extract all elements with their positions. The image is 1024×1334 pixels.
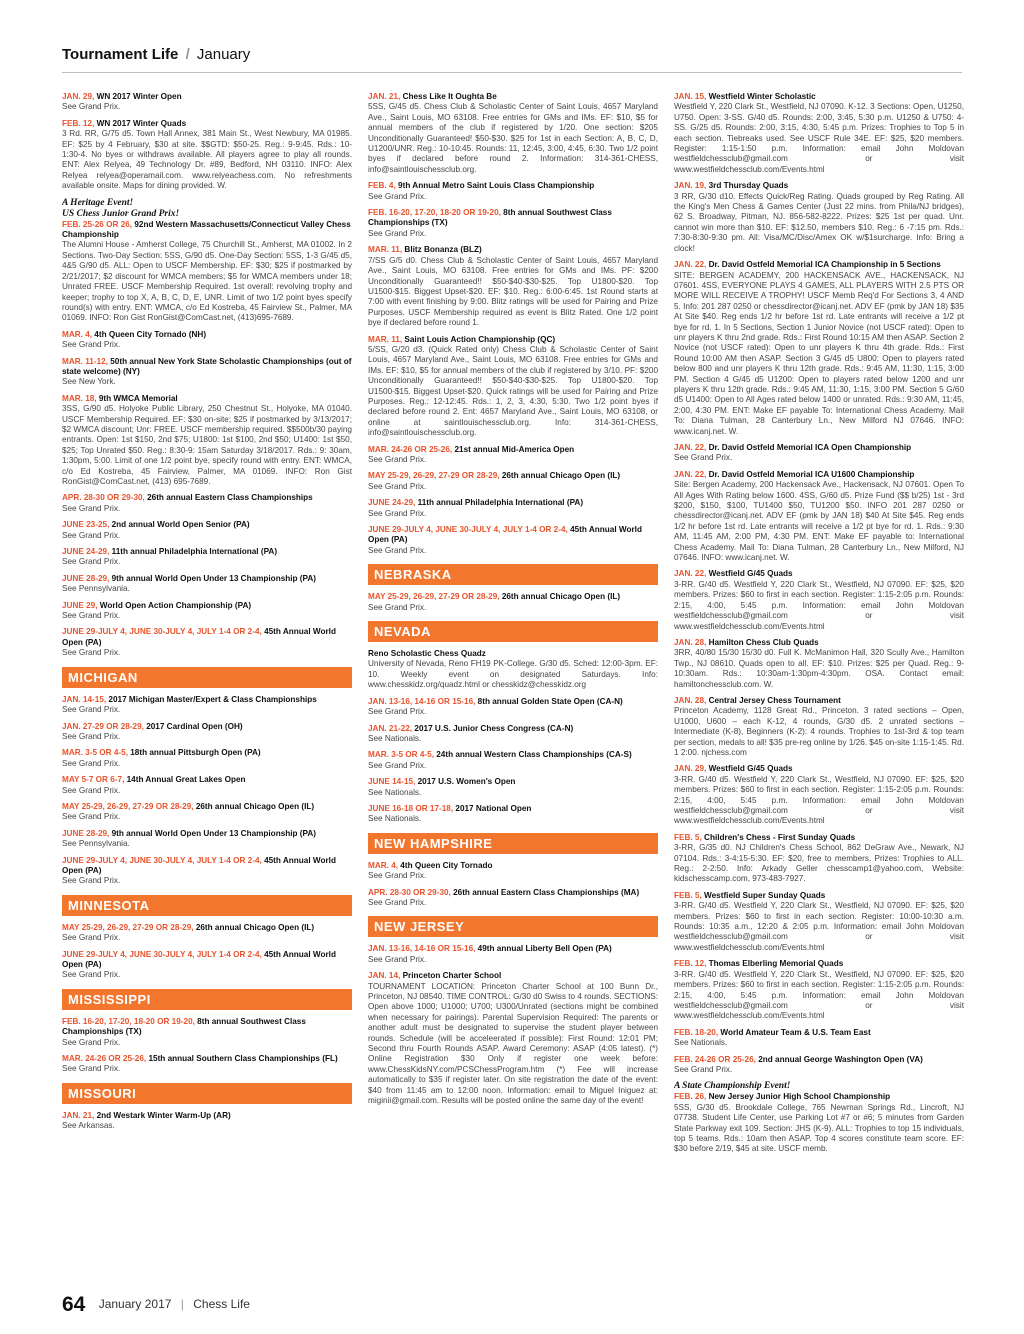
listing [368,697,658,718]
listing-date: MAY 25-29, 26-29, 27-29 OR 28-29, [62,801,194,811]
listing-title: Children's Chess - First Sunday Quads [701,832,856,842]
listing-date: JAN. 29, [62,92,95,101]
listing-date: JUNE 29-JULY 4, JUNE 30-JULY 4, JULY 1-4 OR 2-4, [62,949,262,959]
listing-date: MAR. 18, [62,393,97,403]
state-header-minnesota: MINNESOTA [62,895,352,916]
state-header-mississippi: MISSISSIPPI [62,989,352,1010]
listing-body: See Arkansas. [62,1121,115,1131]
listing-title: 26th annual Eastern Class Championships (MA) [450,887,640,897]
listing-date: MAR. 11, [368,245,403,255]
listing-title: 15th annual Southern Class Championships (FL) [146,1054,338,1064]
state-header-missouri: MISSOURI [62,1083,352,1104]
listing-title: Westfield Super Sunday Quads [701,890,826,900]
listing-title: 11th annual Philadelphia International (PA) [109,547,278,557]
listing-date: FEB. 26, [674,1092,707,1102]
listing-title: New Jersey Junior High School Championship [706,1092,891,1102]
column-1 [62,92,352,1282]
listing-date: APR. 28-30 OR 29-30, [368,887,451,897]
page-footer [62,1293,562,1317]
listing-body: Site: Bergen Academy, 200 Hackensack Ave., Hackensack, NJ 07601. Open To All Ages With Rating below 1600. 4SS, G/60 d5. Prize Fund ($$ b/25) 1st - 3rd $200, $150, $100, TU1400 $50, TU1200 $50. INFO 201 287 0250 or chessdirector@icanj.net. ADV EF (pmk by JAN 18) $40 At Site $45. Reg ends 1/2 hr before 1st rd. Late entrants will receive a 1/2 pt bye for rd. 1. Rds.: 9:30 AM, 11:45 AM, 2:00 PM, 4:30 PM. ENT: Make EF payable to: International Chess Academy. Mail To: Diana Tulman, 28 Canterbury Ln., New Milford, NJ 07646. INFO: www.icanj.net. W. [674,480,964,563]
listing [62,394,352,488]
listing-date: MAY 25-29, 26-29, 27-29 OR 28-29, [368,471,500,481]
listing-date: MAR. 11-12, [62,356,108,366]
listing-date: FEB. 5, [674,832,702,842]
listing-title: 9th WMCA Memorial [96,393,178,403]
listing [62,1054,352,1075]
state-header-michigan: MICHIGAN [62,667,352,688]
listing-body: TOURNAMENT LOCATION: Princeton Charter School at 100 Bunn Dr., Princeton, NJ 08540. TIME CONTROL: G/30 d0 Swiss to 4 rounds. SECTIONS: Open above 1000; U1000; U700; U300/Unrated (sections might be combined when necessary for pairings). Parental Supervision Required: The parents or another adult must be designated to supervise the student player between rounds. Schedule (will be acceleerated if possible): First Round: 12:01 PM; Second thru Fourth Rounds ASAP. Award Ceremony: ASAP (4:05 latest). (*) Online Registration $30 Only if register one week before: www.ChessKidsNY.com/PCSChessProgram.htm (*) Fee will increase automatically to $35 if register later. On site registration the date of the event: $40 from 11:45 am to 12:00 noon. Information: email to Miguel Iniguez at: miginii@gmail.com. Results will be posted online the same day of the event! [368,981,658,1106]
listing-body: 3-RR. G/40 d5. Westfield Y, 220 Clark St., Westfield, NJ 07090. EF: $25, $20 members. Prizes: $60 to first in each section. Register: 1:15-2:05 p.m. Rounds: 2:15, 4:00, 5:45 p.m. Information: email John Moldovan westfieldchessclub@gmail.com or visit www.westfieldchessclub.com/Events.html [674,579,964,631]
listing-body: See Nationals. [674,1038,728,1048]
listing-body: 3RR, 40/80 15/30 15/30 d0. Full K. McManimon Hall, 320 Scully Ave., Hamilton Twp., NJ 08610. Quads open to all. EF: $10. Prizes: $25 per Quad. Reg.: 9-10:30am. Rds.: 10:30am-1:30pm-4:30pm. OSA. Contact email: hamiltonchessclub.com. W. [674,648,964,689]
listing-date: MAR. 24-26 OR 25-26, [62,1054,147,1064]
listing-title: Westfield Winter Scholastic [706,92,816,101]
listing-date: JAN. 28, [674,637,707,647]
listing-body: See Grand Prix. [368,760,427,770]
listing-date: FEB. 16-20, 17-20, 18-20 OR 19-20, [62,1016,195,1026]
listing [62,1111,352,1132]
listing-date: JUNE 23-25, [62,520,110,530]
listing [368,592,658,613]
listing [368,777,658,798]
magazine-name: Chess Life [193,1297,250,1311]
listing-body: See Grand Prix. [62,102,121,112]
listing [62,856,352,887]
listing [62,748,352,769]
listing-date: JAN. 21, [62,1110,95,1120]
listing-date: JAN. 22, [674,443,707,452]
listing-title: Dr. David Ostfeld Memorial ICA Championship in 5 Sections [706,260,941,270]
listing [368,649,658,691]
listing-body: See Grand Prix. [62,1037,121,1047]
listing-date: FEB. 25-26 OR 26, [62,219,133,229]
listing [674,470,964,564]
listing-title: 21st annual Mid-America Open [452,444,575,454]
listing-body: See Grand Prix. [62,1064,121,1074]
listing-title: 24th annual Western Class Championships (CA-S) [433,750,632,760]
listing-body: 5/SS, G/20 d3. (Quick Rated only) Chess Club & Scholastic Center of Saint Louis, 4657 Maryland Ave., Saint Louis, MO 63108. Free entries for GMs and IMs. EF: $10, $5 for annual members of the club if registered by 3/10. PF: $200 Unconditionally Guaranteed!! $50-$40-$30-$25. Top U1800-$20. Top U1500-$15. Biggest Upset-$20. Quick ratings will be used for Pairing and Prize Purposes. Reg.: 12-12:45. Rds.: 1, 2, 3, 4:30, 5:30. Two 1/2 point byes if declared before round 2. Ent: 4657 Maryland Ave., Saint Louis, MO 63108, or online at saintlouischessclub.org. Info: 314-361-CHESS, info@saintlouischessclub.org. [368,344,658,438]
listing-date: JAN. 15, [674,92,707,101]
listing-title: World Open Action Championship (PA) [97,600,252,610]
listing [674,959,964,1021]
listing [62,92,352,113]
listing-title: Thomas Elberling Memorial Quads [706,959,844,969]
listing-body: See Grand Prix. [62,933,121,943]
listing [62,950,352,981]
listing-date: FEB. 24-26 OR 25-26, [674,1054,756,1064]
listing [368,208,658,239]
listing-title: 11th annual Philadelphia International (PA) [415,498,584,508]
listing [368,445,658,466]
listing-date: JAN. 22, [674,260,707,270]
listing [62,775,352,796]
listing-body: See Grand Prix. [62,557,121,567]
listing-date: JUNE 24-29, [62,547,110,557]
listing [674,1092,964,1154]
listing [62,119,352,192]
listing-date: JAN. 21, [368,92,401,101]
listing-body: 3-RR. G/40 d5. Westfield Y, 220 Clark St., Westfield, NJ 07090. EF: $25, $20 members. Prizes: $60 to first in each section. Register: 10:00-10:30 a.m. Rounds: 10:35 a.m., 12:20 & 2:05 p.m. Information: email John Moldovan westfieldchessclub@gmail.com or visit www.westfieldchessclub.com/Events.html [674,901,964,952]
listing-title: 2017 National Open [453,803,532,813]
listing-date: JAN. 19, [674,181,707,191]
listing [368,498,658,519]
listing-body: See Grand Prix. [62,705,121,715]
listing-body: See Grand Prix. [368,481,427,491]
listing-date: FEB. 12, [674,959,707,969]
listing [674,569,964,631]
footer-separator: | [180,1297,184,1311]
listing-title: Westfield G/45 Quads [706,764,793,774]
column-3 [674,92,964,1282]
listing [62,722,352,743]
listing-date: FEB. 12, [62,118,95,128]
listing-date: JUNE 29-JULY 4, JUNE 30-JULY 4, JULY 1-4 OR 2-4, [368,525,568,535]
page-number: 64 [62,1293,86,1316]
listing-body: See Grand Prix. [368,897,427,907]
listing-date: JUNE 28-29, [62,573,110,583]
listing-body: See Grand Prix. [674,453,733,463]
listing-date: MAR. 24-26 OR 25-26, [368,444,453,454]
listing-body: 5SS, G/30 d5. Brookdale College, 765 Newman Springs Rd., Lincroft, NJ 07738. Student Life Center, use Parking Lot #7 or #6; 5 minutes from Garden State Parkway exit 109. Section: JHS (K-9). ALL: Trophies to top 15 individuals, top 5 teams. Rds.: 10am then ASAP. Top 4 scores constitute team score. EF: $30 before 2/19, $45 at site. USCF memb. [674,1102,964,1154]
listing-title: 45th Annual World Open (PA) [62,949,336,969]
listing [368,861,658,882]
listing-title: 50th annual New York State Scholastic Championships (out of state welcome) (NY) [62,356,352,376]
listing-date: MAY 25-29, 26-29, 27-29 OR 28-29, [62,922,194,932]
listing-date: JAN. 22, [674,569,707,579]
listing-body: See Nationals. [368,814,422,824]
listing-date: JAN. 28, [674,695,707,705]
listing [62,357,352,388]
listing-title: 2nd annual World Open Senior (PA) [109,520,250,530]
listing-date: MAR. 3-5 OR 4-5, [368,750,434,760]
listing-date: APR. 28-30 OR 29-30, [62,493,145,503]
listing-date: MAR. 4, [368,860,399,870]
listing-date: MAR. 11, [368,334,403,344]
listing [368,181,658,202]
grand-prix-label: US Chess Junior Grand Prix! [62,208,180,219]
listing-body: Westfield Y, 220 Clark St., Westfield, NJ 07090. K-12. 3 Sections: Open, U1250, U750. Open: 3-SS. G/40 d5. Rounds: 2:00, 3:45, 5:30 p.m. U1250 & U750: 4-SS. G/25 d5. Rounds: 2:00, 3:15, 4:30, 5:45 p.m. Prizes: Trophies to Top 5 in each section. Tiebreaks used. See USCF Rule 34E. EF: $25, $20 members. Register: 1:15-1:50 p.m. Information: email John Moldovan westfieldchessclub@gmail.com or visit www.westfieldchessclub.com/Events.html [674,102,964,174]
listing [368,888,658,909]
listing-title: Saint Louis Action Championship (QC) [402,334,556,344]
listing [62,601,352,622]
listing-date: JUNE 29-JULY 4, JUNE 30-JULY 4, JULY 1-4 OR 2-4, [62,627,262,637]
listing-title: 26th annual Eastern Class Championships [144,493,313,503]
listing-body: See Grand Prix. [62,785,121,795]
listing [368,971,658,1106]
listing-body: 3-RR, G/35 d0. NJ Children's Chess School, 862 DeGraw Ave., Newark, NJ 07104. Rds.: 3-4:15-5:30. EF: $20, free to members. Prizes: Trophies to ALL. Reg.: 2-2:50. Info: Arkady Geller chesscamp1@yahoo.com, Website: kidschesscamp.com, 973-483-7927. [674,843,964,884]
listing-date: MAY 5-7 OR 6-7, [62,775,125,785]
listing [368,944,658,965]
listing-date: JAN. 14-15, [62,694,107,704]
listing-title: Dr. David Ostfeld Memorial ICA U1600 Championship [706,469,915,479]
listing [62,220,352,324]
listing-title: 9th annual World Open Under 13 Championship (PA) [109,573,317,583]
listing-date: JUNE 14-15, [368,777,416,787]
listing [368,724,658,745]
listing-body: See Grand Prix. [368,228,427,238]
listing-body: See Grand Prix. [62,648,121,658]
listing-title: 2017 Cardinal Open (OH) [143,721,243,731]
listing-date: FEB. 5, [674,890,702,900]
listing-title: WN 2017 Winter Open [94,92,182,101]
listing [62,330,352,351]
listing-title: 2nd Westark Winter Warm-Up (AR) [94,1110,231,1120]
listing-title: Blitz Bonanza (BLZ) [402,245,482,255]
listing [62,547,352,568]
listing-date: JAN. 13-16, 14-16 OR 15-16, [368,944,476,954]
listing-body: 3-RR. G/40 d5. Westfield Y, 220 Clark St., Westfield, NJ 07090. EF: $25, $20 members. Prizes: $60 to first in each section. Register: 1:15-2:05 p.m. Rounds: 2:15, 4:00, 5:45 p.m. Information: email John Moldovan westfieldchessclub@gmail.com or visit www.westfieldchessclub.com/Events.html [674,969,964,1021]
listing-title: 3rd Thursday Quads [706,181,789,191]
listing-date: JUNE 29-JULY 4, JUNE 30-JULY 4, JULY 1-4 OR 2-4, [62,855,262,865]
listing-body: See Grand Prix. [62,812,121,822]
state-header-nebraska: NEBRASKA [368,564,658,585]
listing [674,443,964,464]
listing-title: 26th annual Chicago Open (IL) [499,471,621,481]
listing-date: JAN. 22, [674,469,707,479]
listing [62,574,352,595]
listing [62,829,352,850]
listing-title: 49th annual Liberty Bell Open (PA) [475,944,612,954]
listing-body: See Grand Prix. [368,455,427,464]
listing-body: See Grand Prix. [368,602,427,612]
listing [674,1055,964,1076]
listing-title: 26th annual Chicago Open (IL) [193,922,315,932]
listing-body: See Grand Prix. [62,731,121,741]
listing-title: 45th Annual World Open (PA) [62,627,336,647]
listing-body: The Alumni House - Amherst College, 75 Churchill St., Amherst, MA 01002. In 2 Sections. Two-Day Section: 5SS, G/90 d5. One-Day Section: 5SS, 1-3 G/45 d5, 4&5 G/90 d5. ALL: Open to USCF Membership. EF: $30; $25 if postmarked by 2/21/2017; $2 discount for WMCA members; $5 for WMCA members under 18; Unrated FREE. USCF Membership Required. 1st overall: revolving trophy and keeper; trophy to top X, A, B, C, D, E, UNR. Limit of two 1/2 point byes specify round(s) with entry. ENT: WMCA, c/o Ed Kostreba, 45 Fairview St., Palmer, MA 01069. INFO: Ron Gist RonGist@ComCast.net, (413)695-7689. [62,240,352,323]
listing-body: See Grand Prix. [62,758,121,768]
listing-title: 18th annual Pittsburgh Open (PA) [127,748,261,758]
header-separator: / [185,46,190,63]
listing [368,750,658,771]
listing [368,335,658,439]
listing-title: 9th Annual Metro Saint Louis Class Championship [395,181,595,191]
listing-body: See Grand Prix. [62,340,121,350]
listing [674,260,964,437]
listing-title: 9th annual World Open Under 13 Championship (PA) [109,828,317,838]
listing-date: JAN. 29, [674,764,707,774]
listing-date: MAR. 3-5 OR 4-5, [62,748,128,758]
listing-body: 3 RR, G/30 d10. Effects Quick/Reg Rating. Quads grouped by Reg Rating. All the King's Men Chess & Games Center (Just 22 mins. from Phila/NJ bridges), 62 S. Broadway, Pitman, NJ. 856-582-8222. Prizes: $25 1st per quad. Unr. cannot win more than $10. EF: $12.50, members $10. Reg.: 6 -7:15 pm. Rds.: 7:30-8:30-9:30 pm. All: Visa/MC/Disc/Amex OK w/$1surcharge. Info: Bring a clock! [674,191,964,253]
listing-body: See Grand Prix. [674,1064,733,1074]
listing-date: JAN. 27-29 OR 28-29, [62,721,144,731]
listing-body: See Grand Prix. [62,876,121,886]
listing [62,695,352,716]
listing-title: 4th Queen City Tornado [398,860,493,870]
listing [674,833,964,885]
listing-title: World Amateur Team & U.S. Team East [718,1027,871,1037]
listing-title: Hamilton Chess Club Quads [706,637,819,647]
listing-date: JAN. 13-16, 14-16 OR 15-16, [368,696,476,706]
listing-body: Princeton Academy, 1128 Great Rd., Princeton. 3 rated sections – Open, U1000, U600 – each K-12, 4 rounds, G/30 d5. 2 unrated sections – Intermediate (K-8), Beginners (K-2): 4 rounds. Trophies to 1st-3rd & top team per section, medals to all! $35 pre-reg online by 1/26. $45 on-site 1:15-1:45. Rd. 1 2:00. njchess.com [674,706,964,757]
listing-body: 3-RR. G/40 d5. Westfield Y, 220 Clark St., Westfield, NJ 07090. EF: $25, $20 members. Prizes: $60 to first in each section. Register: 1:15-2:05 p.m. Rounds: 2:15, 4:00, 5:45 p.m. Information: email John Moldovan westfieldchessclub@gmail.com or visit www.westfieldchessclub.com/Events.html [674,774,964,826]
listing [62,520,352,541]
listing-title: 8th annual Golden State Open (CA-N) [475,696,623,706]
header-month: January [196,46,251,63]
listing-body: See Grand Prix. [368,954,427,964]
listing-title: 92nd Western Massachusetts/Connecticut Valley Chess Championship [62,219,351,240]
state-championship-label: A State Championship Event! [674,1081,791,1092]
listing-date: JAN. 14, [368,971,401,981]
listing-date: JUNE 16-18 OR 17-18, [368,803,454,813]
listing-body: See Grand Prix. [368,871,427,881]
listing-title: 45th Annual World Open (PA) [62,855,336,875]
state-header-new-hampshire: NEW HAMPSHIRE [368,833,658,854]
listing [674,638,964,690]
listing-title: 26th annual Chicago Open (IL) [499,592,621,602]
listing-date: JUNE 28-29, [62,828,110,838]
listing [674,891,964,953]
listing-title: Princeton Charter School [400,971,502,981]
listing-body: University of Nevada, Reno FH19 PK-College. G/30 d5. Sched: 12:00-3pm. EF: 10. Weekly event on designated Saturdays. Info: www.chesskidz.org/quadz.html or chesskidz@chesskidz.org [368,659,658,690]
column-2 [368,92,658,1282]
listing-body: See Nationals. [368,787,422,797]
listing-date: FEB. 18-20, [674,1027,719,1037]
listing-date: JUNE 24-29, [368,498,416,508]
listing-body: See Grand Prix. [62,530,121,540]
listing [368,525,658,556]
listing-title: 14th Annual Great Lakes Open [124,775,246,785]
listing-body: SITE: BERGEN ACADEMY, 200 HACKENSACK AVE., HACKENSACK, NJ 07601. 4SS, EVERYONE PLAYS 4 GAMES, ALL PLAYERS WITH 2.5 PTS OR MORE WILL RECEIVE A TROPHY! USCF Memb Req'd For Sections 3, 4 AND 5. Info: 201 287 0250 or chessdirector@icanj.net. ADV EF (pmk by JAN 18) $35 At Site $40. Reg ends 1/2 hr before 1st rd. Late entrants will receive a 1/2 pt bye for rd. 1. In 5 Sections, Section 1 Junior Novice (not USCF rated): Open to unr players K thru 2nd grade. Rds.: First Round 10:15 AM then ASAP. Section 2 Novice (not USCF rated): Open to unr players K thru 4th grade. Rds.: First Round 10:00 AM then ASAP. Section 3 G/45 d5 U800: Open to players rated below 800 and unr players K thru 12th grade. Rds.: 9:45 AM, 11:30, 1:15, 3:00 PM. Section 4 G/45 d5 U1200: Open to players rated below 1200 and unr players K thru 12th grade. Rds.: 9:45 AM, 11:30, 1:15, 3:00 PM. Section 5 G/60 d5 U1400: Open to All Ages rated below 1400 or unrated. Rds.: 9:30 AM, 11:45, 2:00, 4:30 PM. ENT: Make EF payable To: International Chess Academy. Mail To: Diana Tulman, 28 Canterbury Ln., New Milford NJ 07646. INFO: www.icanj.net. W. [674,270,964,436]
listing-body: 3SS, G/90 d5. Holyoke Public Library, 250 Chestnut St., Holyoke, MA 01040. USCF Membership Required. EF: $30 on-site; $25 if postmarked by 3/13/2017; $2 WMCA discount; Unr: FREE. USCF membership required. $$500b/30 paying entrants. Open: 1st $150, 2nd $75; U1800: 1st $100, 2nd $50; U1400: 1st $50, $25; Top Unrated $50. Reg.: 8:30-9: 15am Saturday 3/18/2017. Rds.: 9: 30am, 1:30pm, 5:00. Limit of one 1/2 point bye, specify round with entry. ENT: WMCA, c/o Ed Kostreba, 45 Fairview, Palmer, MA 01069. INFO: Ron Gist RonGist@ComCast.net, (413) 695-7689. [62,404,352,486]
listing [674,1028,964,1049]
listing [674,696,964,758]
page-header [62,46,962,70]
listing-title: 26th annual Chicago Open (IL) [193,801,315,811]
listing-title: 45th Annual World Open (PA) [368,525,642,545]
listing-title: Westfield G/45 Quads [706,569,793,579]
listing-body: 3 Rd. RR, G/75 d5. Town Hall Annex, 381 Main St., West Newbury, MA 01985. EF: $25 by 4 February, $30 at site. $$GTD: $50-25. Reg.: 9-9:45. Rds.: 10-1:30-4. No byes or withdraws available. All players agree to play all rounds. ENT: Alex Relyea, 49 Technology Dr. #89, Bedford, NH 03110. INFO: Alex Relyea relyea@operamail.com. www.relyeachess.com. No refreshments available onsite. Maps for dining provided. W. [62,129,352,191]
listing [674,92,964,175]
listing [62,493,352,514]
listing [368,92,658,175]
listing [62,923,352,944]
listing-body: See New York. [62,377,116,387]
listing [62,1017,352,1048]
issue-date: January 2017 [98,1297,172,1311]
listing-title: 4th Queen City Tornado (NH) [92,329,207,339]
listing-title: 8th annual Southwest Class Championships (TX) [368,208,612,228]
listing-body: 7/SS G/5 d0. Chess Club & Scholastic Center of Saint Louis, 4657 Maryland Ave., Saint Louis, MO 63108. Free entries for GMs and IMs. PF: $200 Unconditionally Guaranteed!! $50-$40-$30-$25. Top U1800-$20. Top U1500-$15. Biggest Upset-$20. EF: $10. Reg.: 6:00-6:45. 1st Round starts at 7:00 with event finishing by 9:00. Blitz ratings will be used for Pairing and Prize Purposes. USCF Membership required as event is Blitz Rated. One 1/2 point bye if declared before round 1. [368,255,658,328]
listing-body: See Grand Prix. [368,191,427,201]
listing-date: FEB. 4, [368,181,396,191]
state-header-nevada: NEVADA [368,621,658,642]
listing [368,471,658,492]
listing-body: See Pennsylvania. [62,839,130,849]
listing-body: 5SS, G/45 d5. Chess Club & Scholastic Center of Saint Louis, 4657 Maryland Ave., Saint Louis, MO 63108. Free entries for GMs and IMs. EF: $10, $5 for annual members of the club if registered by 1/20. One section: $205 Unconditionally Guaranteed! $50-$30. $25 for 1st in each Section: A, B, C, D, U1200/UNR. Reg.: 10-10:45. Rounds: 11, 12:45, 3:00, 4:45, 6:30. Two 1/2 point byes if declared before round 2. Information: 314-361-CHESS, info@saintlouischessclub.org. [368,102,658,174]
listing-body: See Grand Prix. [62,611,121,621]
listing-body: See Grand Prix. [368,508,427,518]
listing-title: Chess Like It Oughta Be [400,92,497,101]
listing [674,181,964,254]
listing-title: 8th annual Southwest Class Championships (TX) [62,1016,306,1037]
listing-body: See Grand Prix. [368,707,427,717]
listing-title: 2017 Michigan Master/Expert & Class Championships [106,694,317,704]
listing-date: JAN. 21-22, [368,723,413,733]
header-rule [62,72,962,73]
listing-title: WN 2017 Winter Quads [94,118,187,128]
listing-title: Central Jersey Chess Tournament [706,695,841,705]
listing [62,627,352,658]
state-header-new-jersey: NEW JERSEY [368,916,658,937]
section-title: Tournament Life [62,46,179,63]
heritage-label: A Heritage Event! [62,197,134,208]
listing [62,802,352,823]
listing-title: 2nd annual George Washington Open (VA) [755,1054,923,1064]
listing-title: 2017 U.S. Women's Open [415,777,516,787]
listing-body: See Grand Prix. [62,970,121,980]
listing-title: 2017 U.S. Junior Chess Congress (CA-N) [412,723,574,733]
listing-date: MAR. 4, [62,329,93,339]
listing [368,245,658,328]
listing-body: See Pennsylvania. [62,584,130,594]
listing [368,804,658,825]
listing-date: JUNE 29, [62,600,98,610]
listing-title: Dr. David Ostfeld Memorial ICA Open Championship [706,443,912,452]
listing-title: Reno Scholastic Chess Quadz [368,649,486,659]
listing-body: See Grand Prix. [62,503,121,513]
listing-body: See Grand Prix. [368,545,427,555]
listing-date: FEB. 16-20, 17-20, 18-20 OR 19-20, [368,208,501,218]
listing-body: See Nationals. [368,733,422,743]
listing-date: MAY 25-29, 26-29, 27-29 OR 28-29, [368,592,500,602]
listing [674,764,964,826]
